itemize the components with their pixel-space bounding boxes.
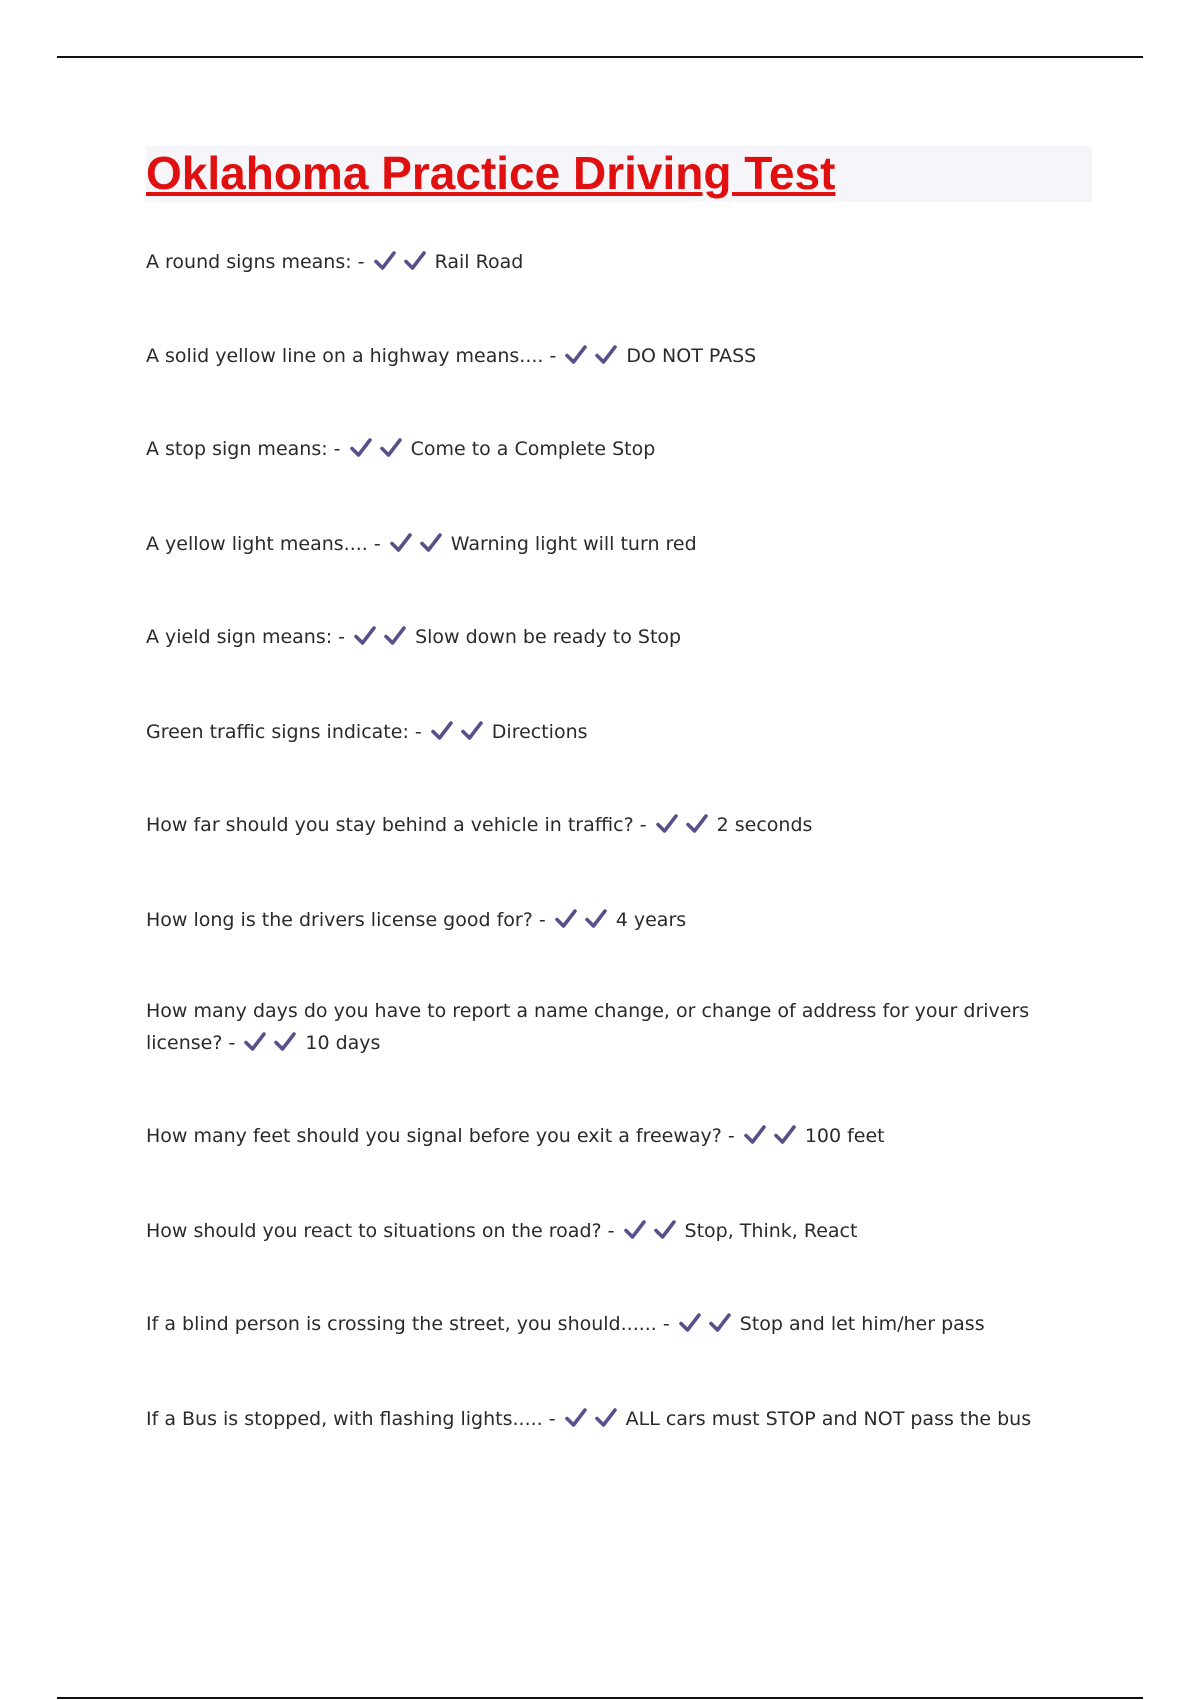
question-text: If a blind person is crossing the street, you should...... - — [146, 1313, 670, 1335]
page-title: Oklahoma Practice Driving Test — [146, 147, 836, 199]
qa-item — [146, 340, 1076, 372]
question-text: How many feet should you signal before you exit a freeway? - — [146, 1125, 735, 1147]
check-pair — [564, 1403, 624, 1435]
check-icon — [708, 1312, 732, 1334]
answer-text: 4 years — [615, 909, 687, 931]
question-text: How long is the drivers license good for? - — [146, 909, 546, 931]
bottom-rule — [57, 1697, 1143, 1699]
check-icon — [773, 1124, 797, 1146]
check-icon — [403, 250, 427, 272]
question-text: A solid yellow line on a highway means.... - — [146, 345, 557, 367]
answer-text: Come to a Complete Stop — [410, 438, 656, 460]
qa-item — [146, 1120, 1076, 1152]
answer-text: 2 seconds — [716, 814, 813, 836]
answer-text: ALL cars must STOP and NOT pass the bus — [625, 1408, 1032, 1430]
qa-item — [146, 1215, 1076, 1247]
top-rule — [57, 56, 1143, 58]
check-pair — [564, 340, 624, 372]
check-icon — [564, 1407, 588, 1429]
answer-text: 100 feet — [804, 1125, 885, 1147]
check-icon — [685, 813, 709, 835]
check-icon — [594, 344, 618, 366]
check-icon — [584, 908, 608, 930]
check-icon — [430, 720, 454, 742]
check-pair — [243, 1027, 303, 1059]
check-icon — [349, 437, 373, 459]
answer-text: Rail Road — [434, 251, 524, 273]
check-icon — [243, 1031, 267, 1053]
check-icon — [594, 1407, 618, 1429]
check-pair — [655, 809, 715, 841]
check-icon — [554, 908, 578, 930]
answer-text: DO NOT PASS — [626, 345, 757, 367]
check-icon — [623, 1219, 647, 1241]
check-icon — [353, 625, 377, 647]
check-icon — [373, 250, 397, 272]
qa-item — [146, 621, 1076, 653]
check-icon — [419, 532, 443, 554]
check-icon — [383, 625, 407, 647]
check-icon — [564, 344, 588, 366]
question-text: Green traffic signs indicate: - — [146, 721, 422, 743]
check-icon — [460, 720, 484, 742]
answer-text: Stop, Think, React — [684, 1220, 858, 1242]
answer-text: Warning light will turn red — [450, 533, 697, 555]
question-text: How many days do you have to report a name change, or change of address for your drivers license? - — [146, 1000, 1030, 1054]
question-text: How should you react to situations on the road? - — [146, 1220, 615, 1242]
qa-item — [146, 1308, 1076, 1340]
qa-item — [146, 528, 1076, 560]
check-icon — [653, 1219, 677, 1241]
question-text: A stop sign means: - — [146, 438, 341, 460]
qa-item — [146, 995, 1076, 1059]
question-text: If a Bus is stopped, with flashing lights..... - — [146, 1408, 556, 1430]
check-pair — [353, 621, 413, 653]
qa-item — [146, 1403, 1076, 1435]
check-icon — [379, 437, 403, 459]
question-text: A round signs means: - — [146, 251, 365, 273]
check-icon — [273, 1031, 297, 1053]
qa-item — [146, 904, 1076, 936]
qa-item — [146, 716, 1076, 748]
check-icon — [743, 1124, 767, 1146]
question-text: A yield sign means: - — [146, 626, 346, 648]
check-pair — [373, 246, 433, 278]
check-pair — [389, 528, 449, 560]
question-text: A yellow light means.... - — [146, 533, 381, 555]
qa-item — [146, 433, 1076, 465]
check-icon — [389, 532, 413, 554]
check-icon — [655, 813, 679, 835]
check-pair — [678, 1308, 738, 1340]
answer-text: Directions — [491, 721, 588, 743]
check-pair — [349, 433, 409, 465]
question-text: How far should you stay behind a vehicle in traffic? - — [146, 814, 647, 836]
check-pair — [554, 904, 614, 936]
check-pair — [623, 1215, 683, 1247]
check-icon — [678, 1312, 702, 1334]
answer-text: 10 days — [305, 1032, 381, 1054]
check-pair — [743, 1120, 803, 1152]
check-pair — [430, 716, 490, 748]
answer-text: Slow down be ready to Stop — [415, 626, 682, 648]
answer-text: Stop and let him/her pass — [739, 1313, 985, 1335]
qa-item — [146, 809, 1076, 841]
qa-item — [146, 246, 1076, 278]
